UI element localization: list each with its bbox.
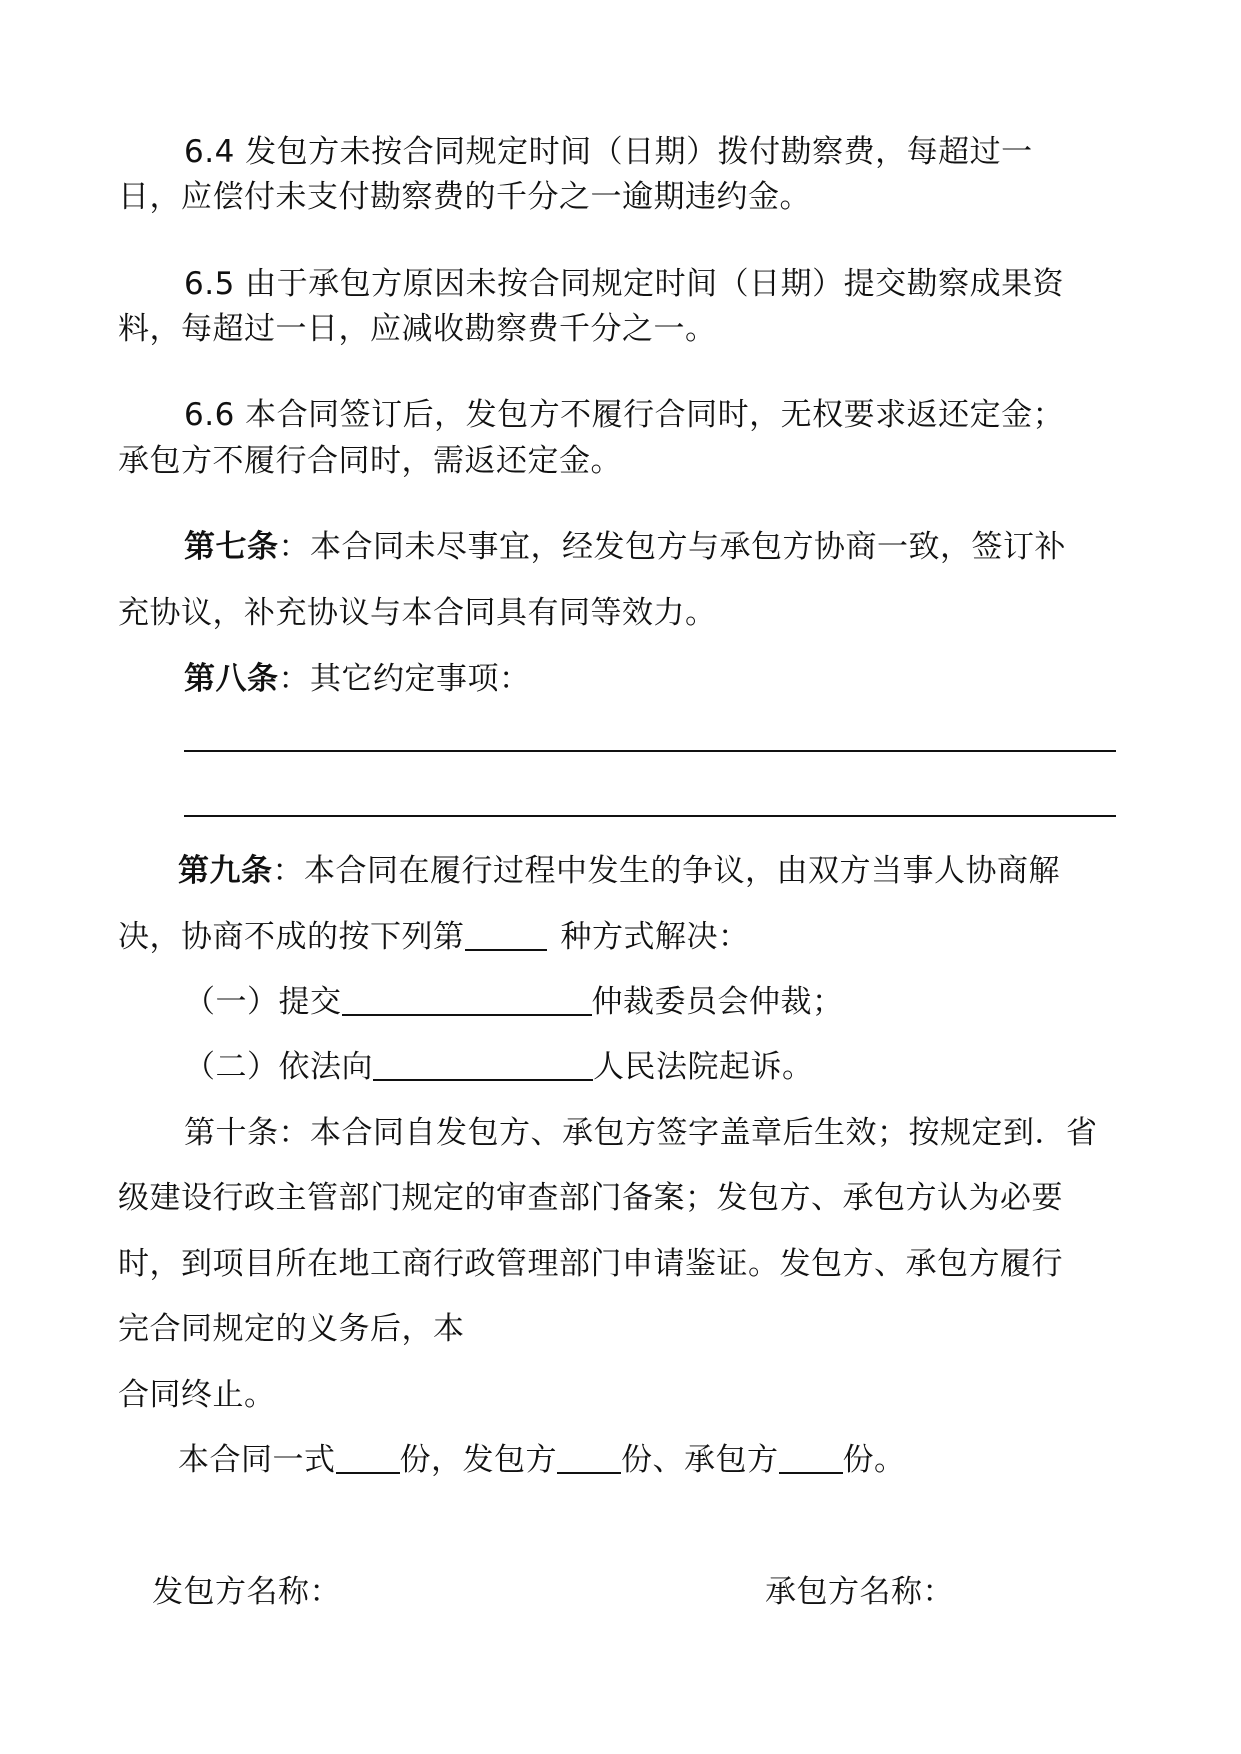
clause-6-5-line-1: 6.5 由于承包方原因未按合同规定时间（日期）提交勘察成果资 bbox=[184, 266, 1065, 302]
article-10-line-5: 合同终止。 bbox=[118, 1377, 276, 1413]
article-7-text: ：本合同未尽事宜，经发包方与承包方协商一致，签订补 bbox=[278, 529, 1066, 565]
article-8-heading: 第八条 bbox=[184, 661, 279, 697]
article-8-blank-line-1 bbox=[184, 750, 1116, 752]
article-8-line bbox=[184, 659, 531, 699]
copies-employer-blank bbox=[557, 1442, 621, 1474]
dispute-method-blank bbox=[465, 919, 547, 951]
article-10-line-4: 完合同规定的义务后，本 bbox=[118, 1311, 465, 1347]
article-10-line-3: 时，到项目所在地工商行政管理部门申请鉴证。发包方、承包方履行 bbox=[118, 1246, 1063, 1282]
article-7-line-2: 充协议，补充协议与本合同具有同等效力。 bbox=[118, 595, 717, 631]
article-9-line-1 bbox=[178, 851, 1060, 891]
court-blank bbox=[373, 1049, 593, 1081]
article-7-line-1 bbox=[184, 527, 1066, 567]
option-1-start: （一）提交 bbox=[184, 984, 342, 1020]
contractor-name-label: 承包方名称： bbox=[765, 1574, 954, 1610]
article-9-line-2 bbox=[118, 917, 750, 957]
article-8-text: ：其它约定事项： bbox=[278, 661, 531, 697]
copies-line bbox=[178, 1440, 906, 1480]
clause-6-6-line-2: 承包方不履行合同时，需返还定金。 bbox=[118, 443, 622, 479]
article-9-line-2-end: 种方式解决： bbox=[560, 919, 750, 955]
copies-total-blank bbox=[336, 1442, 400, 1474]
arbitration-committee-blank bbox=[342, 984, 592, 1016]
article-9-text: ：本合同在履行过程中发生的争议，由双方当事人协商解 bbox=[272, 853, 1060, 889]
article-9-option-1 bbox=[184, 982, 844, 1022]
article-9-heading: 第九条 bbox=[178, 853, 273, 889]
copies-employer-label: 份，发包方 bbox=[399, 1442, 557, 1478]
option-2-end: 人民法院起诉。 bbox=[593, 1049, 814, 1085]
copies-contractor-label: 份、承包方 bbox=[621, 1442, 779, 1478]
copies-contractor-blank bbox=[779, 1442, 843, 1474]
clause-6-4-line-1: 6.4 发包方未按合同规定时间（日期）拨付勘察费，每超过一 bbox=[184, 134, 1033, 170]
article-10-line-2: 级建设行政主管部门规定的审查部门备案；发包方、承包方认为必要 bbox=[118, 1180, 1063, 1216]
clause-6-5-line-2: 料，每超过一日，应减收勘察费千分之一。 bbox=[118, 311, 717, 347]
option-1-end: 仲裁委员会仲裁； bbox=[591, 984, 844, 1020]
option-2-start: （二）依法向 bbox=[184, 1049, 373, 1085]
clause-6-6-line-1: 6.6 本合同签订后，发包方不履行合同时，无权要求返还定金； bbox=[184, 397, 1065, 433]
article-8-blank-line-2 bbox=[184, 815, 1116, 817]
copies-end: 份。 bbox=[842, 1442, 906, 1478]
copies-total-label: 本合同一式 bbox=[178, 1442, 336, 1478]
article-10-line-1: 第十条：本合同自发包方、承包方签字盖章后生效；按规定到．省 bbox=[184, 1115, 1098, 1151]
article-7-heading: 第七条 bbox=[184, 529, 279, 565]
article-9-line-2-start: 决，协商不成的按下列第 bbox=[118, 919, 465, 955]
article-9-option-2 bbox=[184, 1047, 814, 1087]
clause-6-4-line-2: 日，应偿付未支付勘察费的千分之一逾期违约金。 bbox=[118, 179, 811, 215]
employer-name-label: 发包方名称： bbox=[152, 1574, 341, 1610]
